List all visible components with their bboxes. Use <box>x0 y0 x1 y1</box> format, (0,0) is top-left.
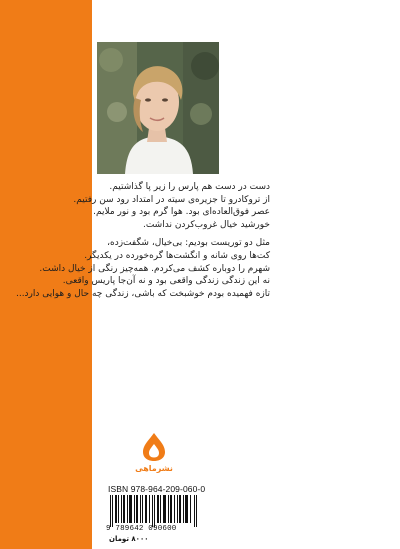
blurb-line: از تروکادرو تا جزیره‌ی سیته در امتداد رود سن رفتیم. <box>73 194 270 205</box>
blurb-line: خورشید خیال غروب‌کردن نداشت. <box>142 219 270 230</box>
barcode <box>108 495 200 527</box>
isbn-label: ISBN 978-964-209-060-0 <box>108 484 206 494</box>
publisher-logo <box>129 432 179 482</box>
publisher-name: نشرماهی <box>135 464 173 473</box>
blurb-line: شهرم را دوباره کشف می‌کردم. همه‌چیز رنگی از خیال داشت. <box>39 263 270 274</box>
blurb-line: عصر فوق‌العاده‌ای بود. هوا گرم بود و نور ملایم. <box>93 207 270 218</box>
barcode-digits: 9 789642 090600 <box>106 525 177 533</box>
blurb-text <box>15 181 270 300</box>
price-label: ۸۰۰۰ تومان <box>109 535 149 543</box>
blurb-line: مثل دو توریست بودیم: بی‌خیال، شگفت‌زده، <box>107 238 270 249</box>
flame-drop-icon <box>141 432 167 462</box>
blurb-line: تازه فهمیده بودم خوشبخت که باشی، زندگی چه حال و هوایی دارد... <box>15 288 270 299</box>
blurb-line: کت‌ها روی شانه و انگشت‌ها گره‌خورده در یکدیگر. <box>84 250 270 261</box>
author-photo <box>97 42 219 174</box>
blurb-line: دست در دست هم پارس را زیر پا گذاشتیم. <box>109 182 270 192</box>
blurb-line: نه این زندگی زندگی واقعی بود و نه آن‌جا پاریس واقعی. <box>62 276 270 287</box>
